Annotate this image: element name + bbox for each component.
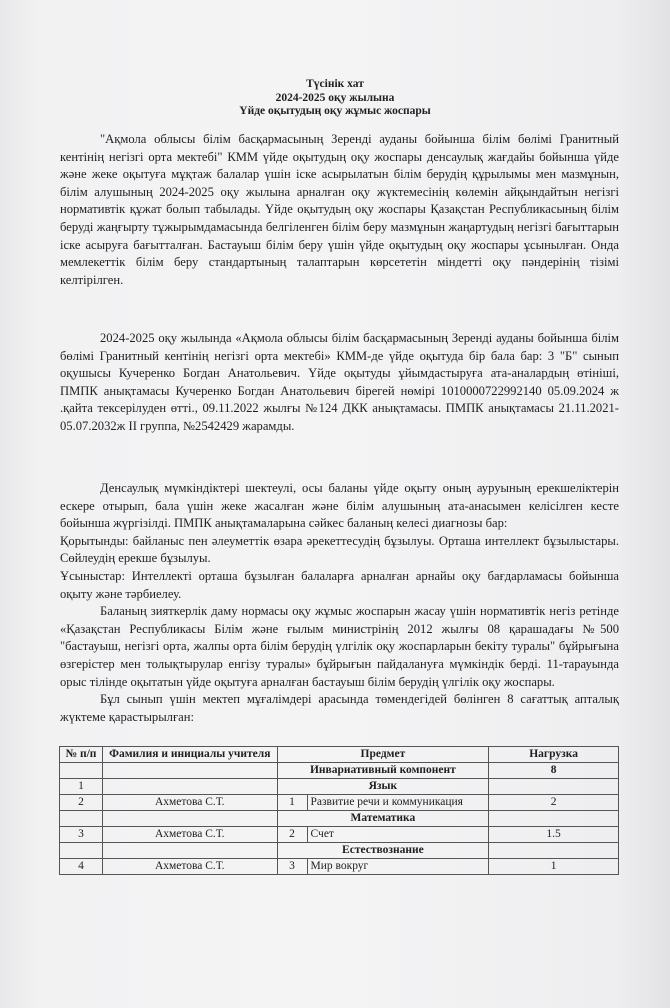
- row-subject: Развитие речи и коммуникация: [307, 795, 489, 811]
- table-section-row: [60, 843, 619, 859]
- row-teacher: Ахметова С.Т.: [102, 795, 277, 811]
- load-table: [59, 746, 619, 875]
- invariant-label: Инвариативный компонент: [277, 763, 489, 779]
- header-load: Нагрузка: [489, 747, 619, 763]
- header-num: № п/п: [60, 747, 103, 763]
- weekly-load-text: Бұл сынып үшін мектеп мұғалімдері арасында төмендегідей бөлінген 8 сағаттық апталық жүктеме қарастырылған:: [60, 692, 619, 724]
- table-row: [60, 859, 619, 875]
- row-num: [60, 843, 103, 859]
- table-row: [60, 795, 619, 811]
- normative-basis-text: Баланың зияткерлік даму нормасы оқу жұмыс жоспарын жасау үшін нормативтік негіз ретінде «Қазақстан Республикасы Білім және ғылым министрінің 2012 жылғы 08 қарашадағы №500 "бастауыш, негізгі орта, жалпы орта білім берудің үлгілік оқу жоспарларын бекіту туралы" бұйрығына өзгерістер мен толықтырулар енгізу туралы» бұйрығын пайдалануға мүмкіндік берді. 11-тарауында орыс тілінде оқытатын үйде оқытуға арналған бастауыш білім берудің үлгілік оқу жоспары.: [60, 604, 619, 689]
- row-load: [489, 811, 619, 827]
- row-subject-index: 1: [277, 795, 307, 811]
- row-num: 4: [60, 859, 103, 875]
- paragraph-text: "Ақмола облысы білім басқармасының Зеренді ауданы бойынша білім бөлімі Гранитный кентінің негізгі орта мектебі" КММ үйде оқытудың оқу жоспары денсаулық жағдайы бойынша үйде және жеке оқытуға мұқтаж балалар үшін іске асырылатын білім берудің құрылымы мен мазмұнын, білім алушының 2024-2025 оқу жылына арналған оқу жүктемесінің көлемін айқындайтын негізгі нормативтік құжат болып табылады. Үйде оқытудың оқу жоспары Қазақстан Республикасының білім беруді жаңғырту тұжырымдамасында белгіленген білім беру мазмұнын жаңартудың негізгі бағыттарын іске асыруға бағытталған. Бастауыш білім беру үшін үйде оқытудың оқу жоспары ұсынылған. Онда мемлекеттік білім беру стандартының талаптарын көрсететін міндетті оқу пәндерінің тізімі келтірілген.: [60, 132, 619, 287]
- row-load: 1.5: [489, 827, 619, 843]
- recommendation-text: Ұсыныстар: Интеллекті орташа бұзылған балаларға арналған арнайы оқу бағдарламасы бойынша оқыту және тәрбиелеу.: [60, 568, 619, 601]
- invariant-row: [60, 763, 619, 779]
- row-teacher: [102, 811, 277, 827]
- section-label: Естествознание: [277, 843, 489, 859]
- row-teacher: [102, 843, 277, 859]
- row-num: [60, 811, 103, 827]
- conclusion-text: Қорытынды: байланыс пен әлеуметтік өзара әрекеттесудің бұзылуы. Орташа интеллект бұзылыстары. Сөйлеудің ерекше бұзылуы.: [60, 533, 619, 566]
- paragraph-text: Денсаулық мүмкіндіктері шектеулі, осы баланы үйде оқыту оның ауруының ерекшеліктерін ескере отырып, бала үшін жеке жасалған және білім алушының ата-анасымен келісілген кесте бойынша жүргізілді. ПМПК анықтамаларына сәйкес баланың келесі диагнозы бар:: [60, 481, 619, 531]
- doc-year: 2024-2025 оқу жылына: [275, 91, 395, 104]
- row-teacher: Ахметова С.Т.: [102, 859, 277, 875]
- table-section-row: [60, 811, 619, 827]
- paragraph-student: [60, 330, 619, 436]
- document-header: [0, 78, 670, 119]
- section-label: Язык: [277, 779, 489, 795]
- header-subject: Предмет: [277, 747, 489, 763]
- row-load: 1: [489, 859, 619, 875]
- row-load: 2: [489, 795, 619, 811]
- paragraph-text: 2024-2025 оқу жылында «Ақмола облысы білім басқармасының Зеренді ауданы бойынша білім бөлімі Гранитный кентінің негізгі орта мектебі» КММ-де үйде оқытуда бір бала бар: 3 "Б" сынып оқушысы Кучеренко Богдан Анатольевич. Үйде оқытуды ұйымдастыруға ата-аналардың өтініші, ПМПК анықтамасы Кучеренко Богдан Анатольевич бірегей нөмірі 1010000722992140 05.09.2024 ж .қайта тексерілуден өтті., 09.11.2022 жылғы №124 ДКК анықтамасы. ПМПК анықтамасы 21.11.2021-05.07.2032ж II группа, №2542429 жарамды.: [60, 331, 619, 433]
- row-num: 3: [60, 827, 103, 843]
- row-load: [489, 779, 619, 795]
- row-teacher: [102, 779, 277, 795]
- row-subject: Мир вокруг: [307, 859, 489, 875]
- table-header-row: [60, 747, 619, 763]
- doc-subtitle: Үйде оқытудың оқу жұмыс жоспары: [239, 105, 431, 117]
- row-load: [489, 843, 619, 859]
- row-subject-index: 2: [277, 827, 307, 843]
- row-num: 1: [60, 779, 103, 795]
- doc-title: Түсінік хат: [306, 78, 364, 90]
- section-label: Математика: [277, 811, 489, 827]
- table-section-row: [60, 779, 619, 795]
- paragraph-diagnosis: [60, 480, 619, 726]
- row-num: 2: [60, 795, 103, 811]
- invariant-value: 8: [489, 763, 619, 779]
- row-subject: Счет: [307, 827, 489, 843]
- table-row: [60, 827, 619, 843]
- paragraph-intro: [60, 131, 619, 289]
- table-body: [60, 763, 619, 875]
- row-teacher: Ахметова С.Т.: [102, 827, 277, 843]
- header-teacher: Фамилия и инициалы учителя: [102, 747, 277, 763]
- row-subject-index: 3: [277, 859, 307, 875]
